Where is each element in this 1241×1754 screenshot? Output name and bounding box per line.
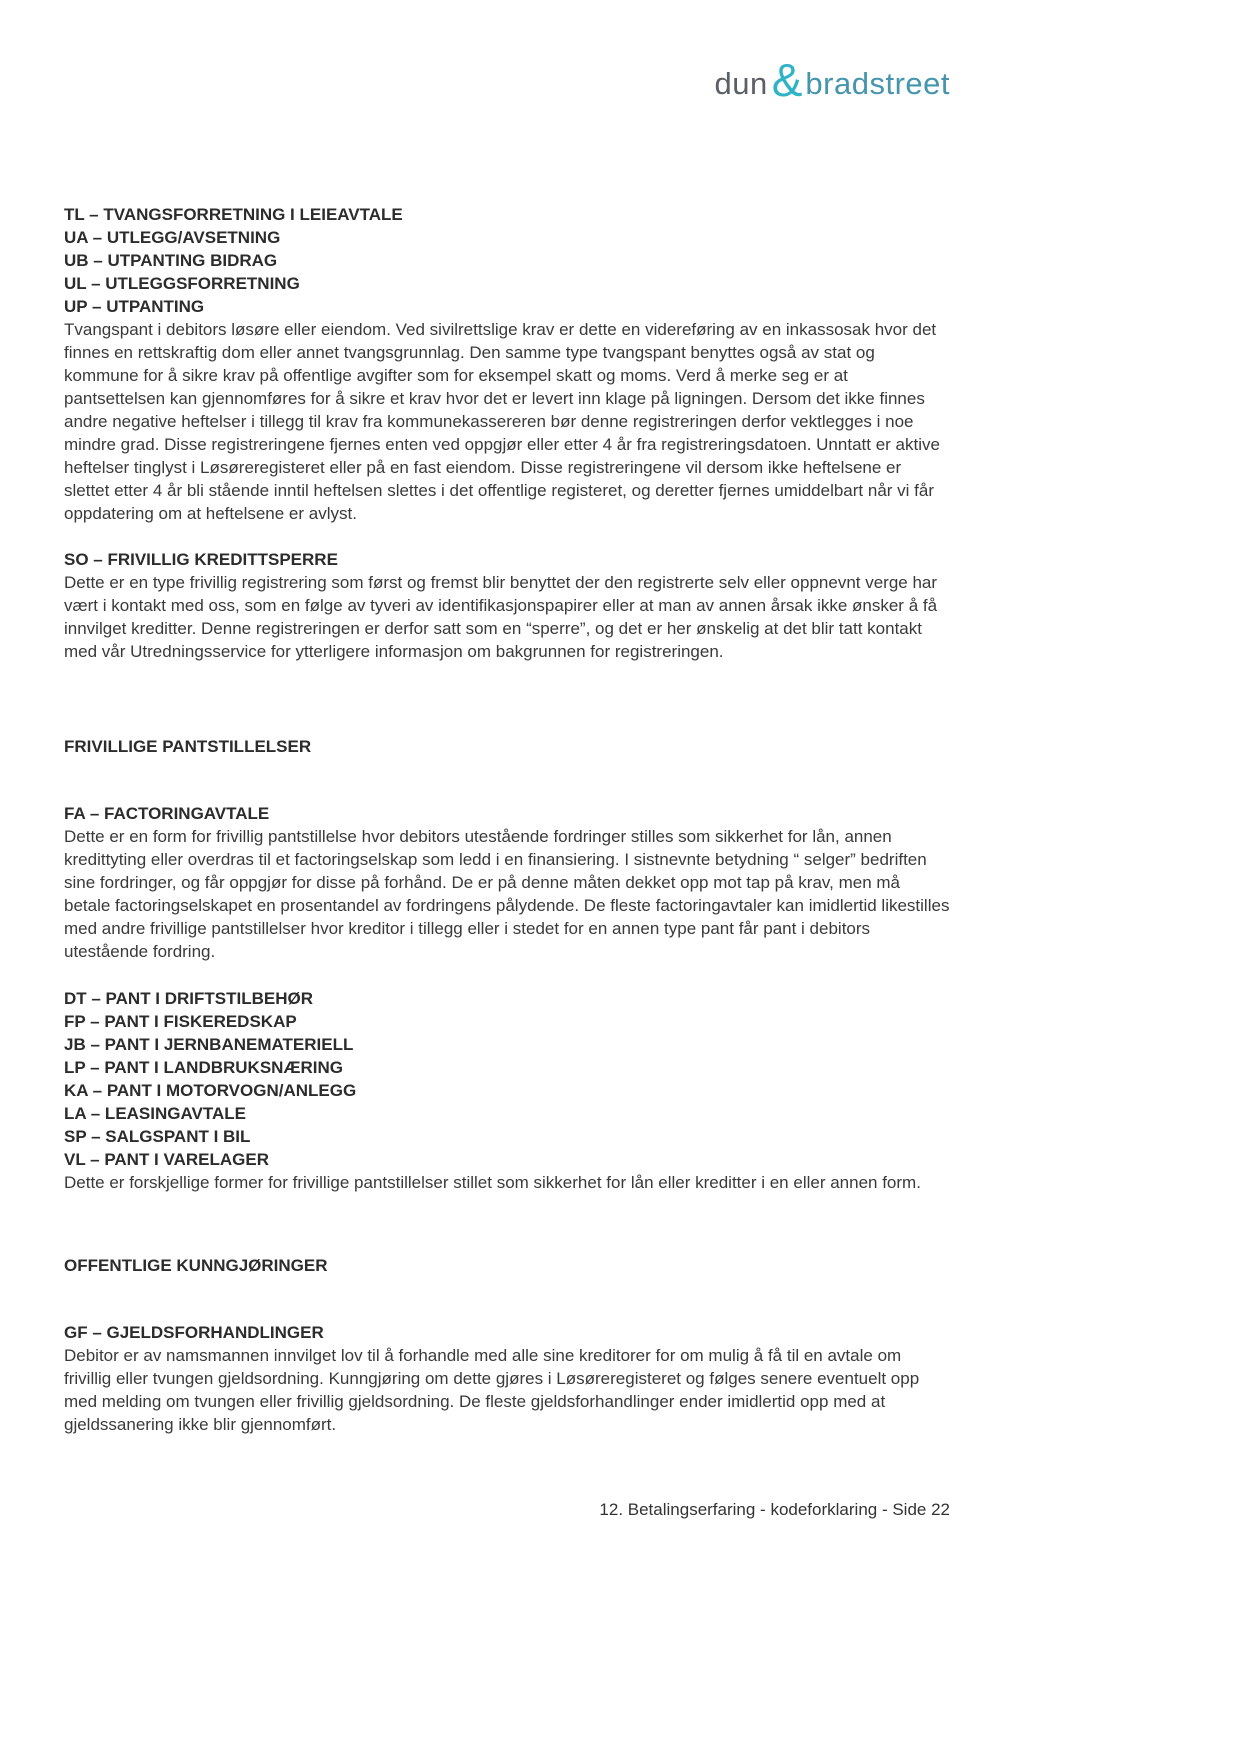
paragraph-so-description: Dette er en type frivillig registrering som først og fremst blir benyttet der den registrerte selv eller oppnevnt verge har vært i kontakt med oss, som en følge av tyveri av identifikasjonspapirer eller at man av annen årsak ikke ønsker å få innvilget kreditter. Denne registreringen er derfor satt som en “sperre”, og det er her ønskelig at det blir tatt kontakt med vår Utredningsservice for ytterligere informasjon om bakgrunnen for registreringen. (64, 573, 938, 661)
code-line-jb: JB – PANT I JERNBANEMATERIELL (64, 1035, 354, 1054)
logo-text-bradstreet: bradstreet (805, 66, 950, 101)
code-line-sp: SP – SALGSPANT I BIL (64, 1127, 251, 1146)
code-line-la: LA – LEASINGAVTALE (64, 1104, 246, 1123)
code-line-lp: LP – PANT I LANDBRUKSNÆRING (64, 1058, 343, 1077)
code-heading-fa: FA – FACTORINGAVTALE (64, 804, 270, 823)
code-line-ka: KA – PANT I MOTORVOGN/ANLEGG (64, 1081, 357, 1100)
section-title-offentlige-kunngjoringer: OFFENTLIGE KUNNGJØRINGER (64, 1256, 328, 1275)
code-heading-so: SO – FRIVILLIG KREDITTSPERRE (64, 550, 338, 569)
code-line-ua: UA – UTLEGG/AVSETNING (64, 228, 281, 247)
code-line-tl: TL – TVANGSFORRETNING I LEIEAVTALE (64, 205, 403, 224)
logo-text-dun: dun (714, 66, 768, 101)
code-line-up: UP – UTPANTING (64, 297, 205, 316)
code-heading-group-enforcement (64, 203, 950, 318)
code-heading-group-voluntary-liens (64, 987, 950, 1171)
section-title-frivillige-pantstillelser: FRIVILLIGE PANTSTILLELSER (64, 737, 312, 756)
page-footer: 12. Betalingserfaring - kodeforklaring - Side 22 (599, 1500, 950, 1519)
code-line-ub: UB – UTPANTING BIDRAG (64, 251, 278, 270)
code-line-fp: FP – PANT I FISKEREDSKAP (64, 1012, 297, 1031)
paragraph-enforcement-description: Tvangspant i debitors løsøre eller eiendom. Ved sivilrettslige krav er dette en videreføring av en inkassosak hvor det finnes en rettskraftig dom eller annet tvangsgrunnlag. Den samme type tvangspant benyttes også av stat og kommune for å sikre krav på offentlige avgifter som for eksempel skatt og moms. Verd å merke seg er at pantsettelsen kan gjennomføres for å sikre et krav hvor det er levert inn klage på ligningen. Dersom det ikke finnes andre negative heftelser i tillegg til krav fra kommunekassereren bør denne registreringen derfor vektlegges i noe mindre grad. Disse registreringene fjernes enten ved oppgjør eller etter 4 år fra registreringsdatoen. Unntatt er aktive heftelser tinglyst i Løsøreregisteret eller på en fast eiendom. Disse registreringene vil dersom ikke heftelsene er slettet etter 4 år bli stående inntil heftelsen slettes i det offentlige registeret, og deretter fjernes umiddelbart når vi får oppdatering om at heftelsene er avlyst. (64, 320, 940, 523)
document-content (64, 0, 950, 1436)
code-line-dt: DT – PANT I DRIFTSTILBEHØR (64, 989, 314, 1008)
dun-bradstreet-logo: dun & bradstreet (714, 54, 950, 106)
code-heading-gf: GF – GJELDSFORHANDLINGER (64, 1323, 324, 1342)
code-line-ul: UL – UTLEGGSFORRETNING (64, 274, 300, 293)
code-line-vl: VL – PANT I VARELAGER (64, 1150, 269, 1169)
paragraph-voluntary-liens-description: Dette er forskjellige former for frivillige pantstillelser stillet som sikkerhet for lån eller kreditter i en eller annen form. (64, 1173, 921, 1192)
paragraph-fa-description: Dette er en form for frivillig pantstillelse hvor debitors utestående fordringer stilles som sikkerhet for lån, annen kredittyting eller overdras til et factoringselskap som ledd i en finansiering. I sistnevnte betydning “ selger” bedriften sine fordringer, og får oppgjør for disse på forhånd. De er på denne måten dekket opp mot tap på krav, men må betale factoringselskapet en prosentandel av fordringens pålydende. De fleste factoringavtaler kan imidlertid likestilles med andre frivillige pantstillelser hvor kreditor i tillegg eller i stedet for en annen type pant får pant i debitors utestående fordring. (64, 827, 950, 961)
paragraph-gf-description: Debitor er av namsmannen innvilget lov til å forhandle med alle sine kreditorer for om mulig å få til en avtale om frivillig eller tvungen gjeldsordning. Kunngjøring om dette gjøres i Løsøreregisteret og følges senere eventuelt opp med melding om tvungen eller frivillig gjeldsordning. De fleste gjeldsforhandlinger ender imidlertid opp med at gjeldssanering ikke blir gjennomført. (64, 1346, 920, 1434)
